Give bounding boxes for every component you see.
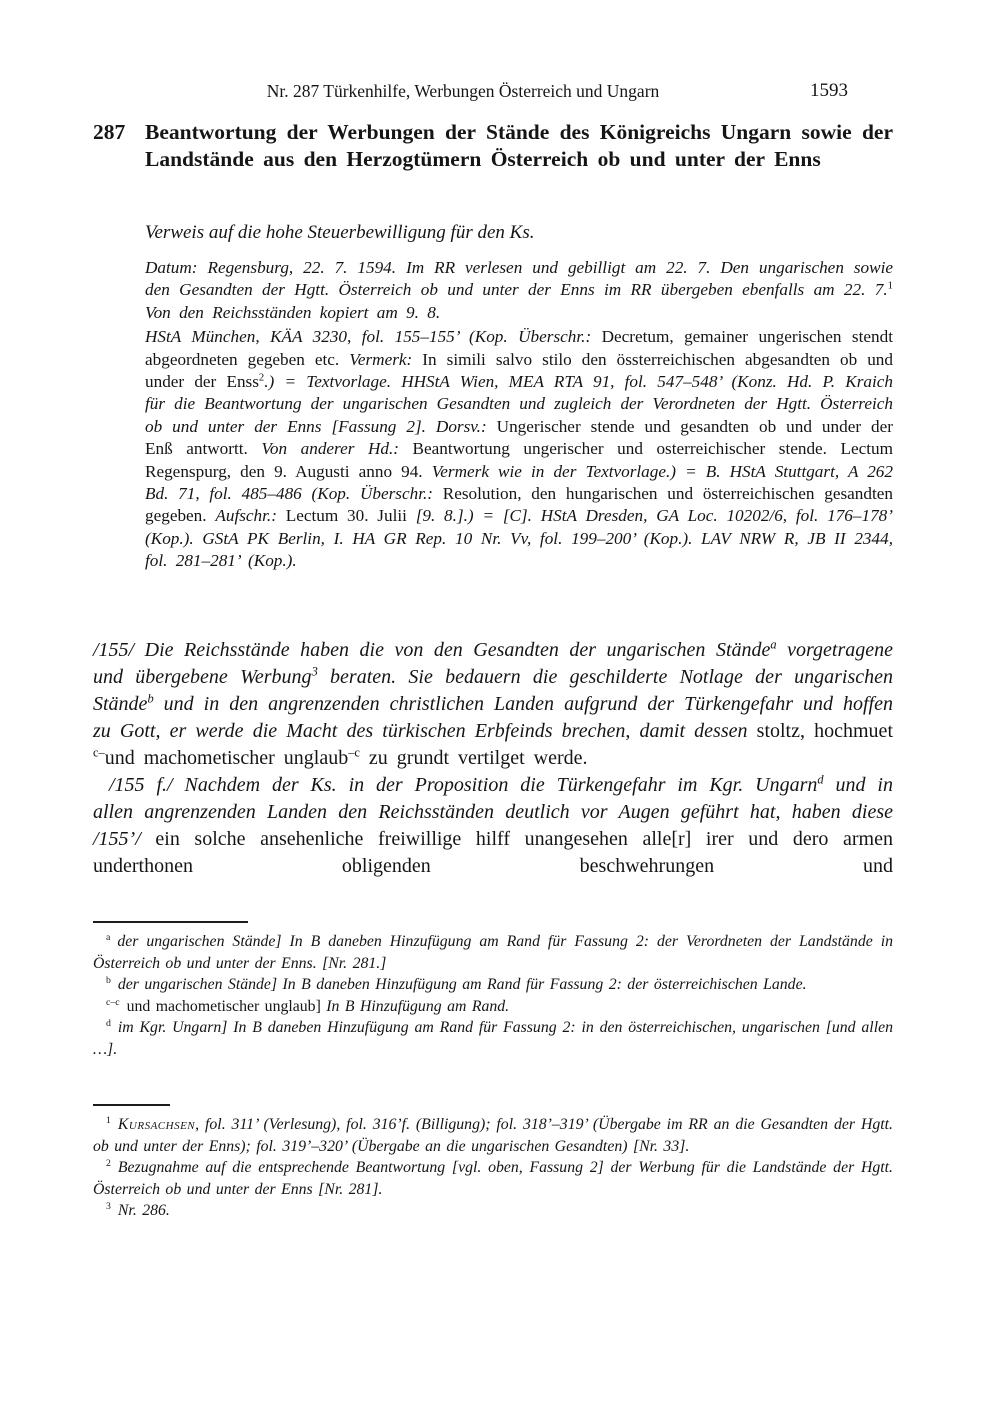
text-run: Vermerk wie in der Textvorlage.) = B. HStA Stuttgart, A 262 Bd. 71, fol. 485–486 (Kop. Überschr.:	[145, 461, 893, 504]
datum-paragraph	[145, 257, 893, 324]
apparatus-block	[93, 921, 893, 1061]
text-run: , fol. 311’ (Verlesung), fol. 316’f. (Billigung); fol. 318’–319’ (Übergabe im RR an die Gesandten der Hgtt. ob und unter der Enns); fol. 319’–320’ (Übergabe an die ungarischen Gesandten) [Nr. 33].	[93, 1116, 893, 1155]
apparatus-note-c	[93, 996, 893, 1018]
apparatus-rule	[93, 921, 248, 923]
text-run: beraten. Sie bedauern die geschilderte Notlage der ungarischen Stände	[93, 666, 893, 715]
text-run: ein solche ansehenliche freiwillige hilff unangesehen alle[r] irer und dero armen underthonen obligenden beschwehrungen und	[93, 828, 893, 877]
text-run: In B Hinzufügung am Rand.	[326, 997, 510, 1015]
text-run: und in den angrenzenden christlichen Landen aufgrund der Türkengefahr und hoffen zu Gott, er werde die Macht des türkischen Erbfeinds brechen, damit dessen	[93, 693, 893, 742]
text-run: Von anderer Hd.:	[261, 439, 413, 459]
note-marker: a	[106, 931, 111, 943]
text-run: Decretum, gemainer ungerischen stendt abgeordneten gegeben etc.	[145, 327, 893, 369]
text-run: vorgetragene und übergebene Werbung	[93, 639, 893, 688]
text-run: Bezugnahme auf die entsprechende Beantwortung [vgl. oben, Fassung 2] der Werbung für die Landstände der Hgtt. Österreich ob und unter der Enns [Nr. 281].	[93, 1159, 893, 1198]
text-run: Lectum 30. Julii	[285, 506, 416, 526]
footnote-1	[93, 1114, 893, 1157]
running-head	[93, 80, 893, 102]
footnote-marker: 1	[106, 1114, 111, 1126]
apparatus-ref: b	[147, 691, 154, 706]
text-run: Aufschr.:	[215, 506, 286, 526]
footnote-ref: 2	[258, 372, 265, 384]
text-run: und machometischer unglaub]	[126, 997, 327, 1015]
text-run: der ungarischen Stände] In B daneben Hinzufügung am Rand für Fassung 2: der österreichischen Lande.	[117, 976, 807, 994]
note-marker: c–c	[106, 996, 120, 1008]
archives-paragraph	[145, 326, 893, 572]
note-marker: d	[106, 1018, 111, 1030]
apparatus-ref: d	[817, 772, 824, 787]
text-run: HStA München, KÄA 3230, fol. 155–155’ (Kop. Überschr.:	[145, 327, 602, 347]
doc-number: 287	[93, 120, 126, 144]
text-run: Resolution, den hungarischen und österreichischen gesandten gegeben.	[145, 484, 893, 526]
footnote-3	[93, 1200, 893, 1222]
text-run: Kursachsen	[117, 1116, 196, 1133]
apparatus-ref: c–	[93, 745, 105, 760]
text-run: .) = Textvorlage. HHStA Wien, MEA RTA 91, fol. 547–548’ (Konz. Hd. P. Kraich für die Beantwortung der ungarischen Gesandten und zugleich der Verordneten der Hgtt. Österreich ob und unter der Enns [Fassung 2]. Dorsv.:	[145, 372, 893, 436]
apparatus-ref: a	[770, 637, 777, 652]
apparatus-note-d	[93, 1017, 893, 1060]
footnote-marker: 2	[106, 1157, 111, 1169]
provenance-block	[145, 257, 893, 573]
text-run: Datum: Regensburg, 22. 7. 1594. Im RR verlesen und gebilligt am 22. 7. Den ungarischen sowie den Gesandten der Hgtt. Österreich ob und unter der Enns im RR übergeben ebenfalls am 22. 7.	[145, 258, 893, 300]
text-run: Beantwortung ungerischer und osterreichischer stende. Lectum Regenspurg, den 9. Augusti anno 94.	[145, 439, 893, 481]
text-run: In simili salvo stilo den össterreichischen abgesandten ob und under der Enss	[145, 349, 893, 392]
page-marker: /155’/	[93, 828, 156, 850]
text-run: Ungerischer stende und gesandten ob und under der Enß antwortt.	[145, 416, 893, 459]
page-number: 1593	[810, 80, 848, 101]
footnote-ref: 3	[311, 664, 318, 679]
text-run: und machometischer unglaub	[104, 747, 349, 769]
footnotes-rule	[93, 1104, 170, 1106]
footnotes-block	[93, 1104, 893, 1222]
body-paragraph-2	[93, 772, 893, 880]
footnote-ref: 1	[887, 280, 893, 292]
text-run: und in allen angrenzenden Landen den Reichsständen deutlich vor Augen geführt hat, haben diese	[93, 774, 893, 823]
body-paragraph-1	[93, 637, 893, 772]
doc-summary: Verweis auf die hohe Steuerbewilligung für den Ks.	[145, 222, 535, 243]
apparatus-ref: –c	[348, 745, 360, 760]
text-run: stoltz, hochmuet	[756, 720, 893, 742]
text-run: zu grundt vertilget werde.	[359, 747, 588, 769]
footnote-marker: 3	[106, 1201, 111, 1213]
apparatus-note-b	[93, 974, 893, 996]
doc-title-block	[93, 119, 893, 173]
doc-title: Beantwortung der Werbungen der Stände des Königreichs Ungarn sowie der Landstände aus den Herzogtümern Österreich ob und unter der Enns	[145, 120, 893, 171]
text-run: Vermerk:	[349, 349, 423, 369]
text-run: Nr. 286.	[117, 1202, 170, 1220]
footnote-2	[93, 1157, 893, 1200]
text-run: im Kgr. Ungarn] In B daneben Hinzufügung am Rand für Fassung 2: in den österreichischen, ungarischen [und allen …].	[93, 1019, 893, 1058]
text-run: /155 f./ Nachdem der Ks. in der Proposition die Türkengefahr im Kgr. Ungarn	[109, 774, 818, 796]
text-run: der ungarischen Stände] In B daneben Hinzufügung am Rand für Fassung 2: der Verordneten der Landstände in Österreich ob und unter der Enns. [Nr. 281.]	[93, 933, 893, 972]
body-text	[93, 637, 893, 880]
text-run: /155/ Die Reichsstände haben die von den Gesandten der ungarischen Stände	[93, 639, 771, 661]
running-head-title: Nr. 287 Türkenhilfe, Werbungen Österreich und Ungarn	[266, 81, 660, 101]
text-run: Von den Reichsständen kopiert am 9. 8.	[145, 302, 441, 322]
text-run: [9. 8.].) = [C]. HStA Dresden, GA Loc. 10202/6, fol. 176–178’ (Kop.). GStA PK Berlin, I. HA GR Rep. 10 Nr. Vv, fol. 199–200’ (Kop.). LAV NRW R, JB II 2344, fol. 281–281’ (Kop.).	[145, 506, 893, 571]
apparatus-note-a	[93, 931, 893, 974]
note-marker: b	[106, 974, 111, 986]
